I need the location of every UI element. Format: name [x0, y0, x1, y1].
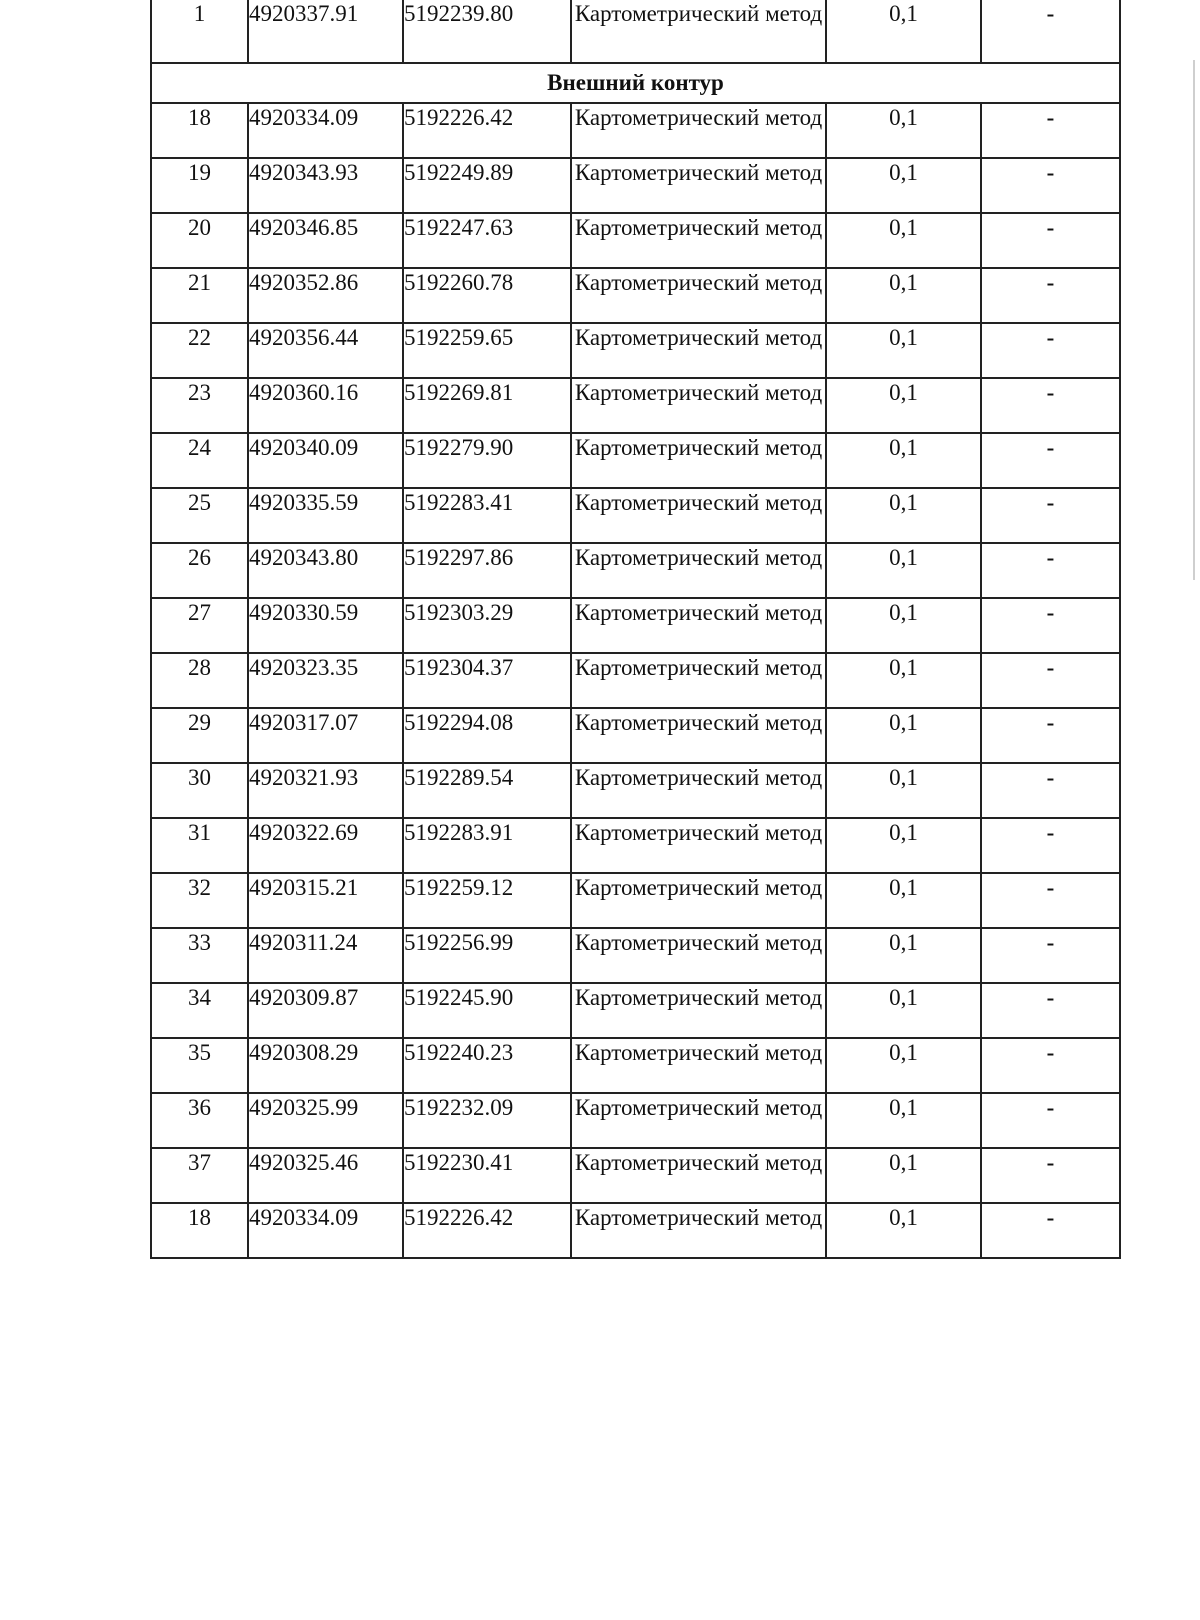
point-number-cell: 22	[151, 323, 248, 378]
point-number-cell: 24	[151, 433, 248, 488]
y-coordinate-cell: 5192226.42	[403, 1203, 571, 1258]
point-number-cell: 25	[151, 488, 248, 543]
table-row	[151, 103, 1120, 158]
point-number-cell: 37	[151, 1148, 248, 1203]
accuracy-cell: 0,1	[826, 928, 981, 983]
table-row	[151, 763, 1120, 818]
description-cell: -	[981, 158, 1120, 213]
y-coordinate-cell: 5192240.23	[403, 1038, 571, 1093]
method-cell: Картометрический метод	[571, 0, 826, 63]
method-cell: Картометрический метод	[571, 598, 826, 653]
method-cell: Картометрический метод	[571, 378, 826, 433]
description-cell: -	[981, 598, 1120, 653]
description-cell: -	[981, 1203, 1120, 1258]
point-number-cell: 32	[151, 873, 248, 928]
description-cell: -	[981, 1038, 1120, 1093]
point-number-cell: 27	[151, 598, 248, 653]
point-number-cell: 1	[151, 0, 248, 63]
description-cell: -	[981, 543, 1120, 598]
accuracy-cell: 0,1	[826, 708, 981, 763]
point-number-cell: 33	[151, 928, 248, 983]
x-coordinate-cell: 4920343.93	[248, 158, 403, 213]
table-row	[151, 323, 1120, 378]
y-coordinate-cell: 5192256.99	[403, 928, 571, 983]
x-coordinate-cell: 4920322.69	[248, 818, 403, 873]
x-coordinate-cell: 4920315.21	[248, 873, 403, 928]
point-number-cell: 29	[151, 708, 248, 763]
table-row	[151, 268, 1120, 323]
table-row	[151, 378, 1120, 433]
method-cell: Картометрический метод	[571, 488, 826, 543]
y-coordinate-cell: 5192259.12	[403, 873, 571, 928]
y-coordinate-cell: 5192260.78	[403, 268, 571, 323]
point-number-cell: 21	[151, 268, 248, 323]
method-cell: Картометрический метод	[571, 1093, 826, 1148]
method-cell: Картометрический метод	[571, 873, 826, 928]
accuracy-cell: 0,1	[826, 488, 981, 543]
y-coordinate-cell: 5192269.81	[403, 378, 571, 433]
accuracy-cell: 0,1	[826, 268, 981, 323]
coordinates-table-body	[151, 0, 1120, 1258]
accuracy-cell: 0,1	[826, 433, 981, 488]
accuracy-cell: 0,1	[826, 0, 981, 63]
description-cell: -	[981, 378, 1120, 433]
y-coordinate-cell: 5192230.41	[403, 1148, 571, 1203]
point-number-cell: 18	[151, 1203, 248, 1258]
accuracy-cell: 0,1	[826, 158, 981, 213]
point-number-cell: 36	[151, 1093, 248, 1148]
y-coordinate-cell: 5192245.90	[403, 983, 571, 1038]
accuracy-cell: 0,1	[826, 873, 981, 928]
description-cell: -	[981, 763, 1120, 818]
y-coordinate-cell: 5192279.90	[403, 433, 571, 488]
x-coordinate-cell: 4920321.93	[248, 763, 403, 818]
x-coordinate-cell: 4920325.46	[248, 1148, 403, 1203]
x-coordinate-cell: 4920356.44	[248, 323, 403, 378]
y-coordinate-cell: 5192297.86	[403, 543, 571, 598]
table-row	[151, 543, 1120, 598]
table-row	[151, 653, 1120, 708]
accuracy-cell: 0,1	[826, 983, 981, 1038]
method-cell: Картометрический метод	[571, 818, 826, 873]
method-cell: Картометрический метод	[571, 1203, 826, 1258]
accuracy-cell: 0,1	[826, 1038, 981, 1093]
accuracy-cell: 0,1	[826, 323, 981, 378]
accuracy-cell: 0,1	[826, 598, 981, 653]
method-cell: Картометрический метод	[571, 213, 826, 268]
x-coordinate-cell: 4920334.09	[248, 1203, 403, 1258]
x-coordinate-cell: 4920309.87	[248, 983, 403, 1038]
method-cell: Картометрический метод	[571, 983, 826, 1038]
description-cell: -	[981, 0, 1120, 63]
method-cell: Картометрический метод	[571, 543, 826, 598]
table-row	[151, 708, 1120, 763]
description-cell: -	[981, 323, 1120, 378]
method-cell: Картометрический метод	[571, 158, 826, 213]
table-row	[151, 158, 1120, 213]
accuracy-cell: 0,1	[826, 818, 981, 873]
x-coordinate-cell: 4920340.09	[248, 433, 403, 488]
table-row	[151, 1038, 1120, 1093]
y-coordinate-cell: 5192232.09	[403, 1093, 571, 1148]
accuracy-cell: 0,1	[826, 763, 981, 818]
description-cell: -	[981, 488, 1120, 543]
accuracy-cell: 0,1	[826, 378, 981, 433]
accuracy-cell: 0,1	[826, 1203, 981, 1258]
method-cell: Картометрический метод	[571, 268, 826, 323]
description-cell: -	[981, 928, 1120, 983]
y-coordinate-cell: 5192226.42	[403, 103, 571, 158]
description-cell: -	[981, 433, 1120, 488]
description-cell: -	[981, 653, 1120, 708]
point-number-cell: 34	[151, 983, 248, 1038]
description-cell: -	[981, 873, 1120, 928]
description-cell: -	[981, 1093, 1120, 1148]
accuracy-cell: 0,1	[826, 1093, 981, 1148]
accuracy-cell: 0,1	[826, 1148, 981, 1203]
y-coordinate-cell: 5192303.29	[403, 598, 571, 653]
table-row	[151, 213, 1120, 268]
coordinates-table	[150, 0, 1121, 1259]
x-coordinate-cell: 4920343.80	[248, 543, 403, 598]
accuracy-cell: 0,1	[826, 213, 981, 268]
table-row	[151, 873, 1120, 928]
table-row	[151, 0, 1120, 63]
x-coordinate-cell: 4920334.09	[248, 103, 403, 158]
accuracy-cell: 0,1	[826, 653, 981, 708]
y-coordinate-cell: 5192294.08	[403, 708, 571, 763]
description-cell: -	[981, 708, 1120, 763]
point-number-cell: 18	[151, 103, 248, 158]
description-cell: -	[981, 213, 1120, 268]
table-row	[151, 983, 1120, 1038]
table-row	[151, 928, 1120, 983]
x-coordinate-cell: 4920311.24	[248, 928, 403, 983]
point-number-cell: 28	[151, 653, 248, 708]
x-coordinate-cell: 4920330.59	[248, 598, 403, 653]
section-title: Внешний контур	[151, 63, 1120, 103]
table-row	[151, 818, 1120, 873]
point-number-cell: 35	[151, 1038, 248, 1093]
table-row	[151, 598, 1120, 653]
point-number-cell: 23	[151, 378, 248, 433]
method-cell: Картометрический метод	[571, 323, 826, 378]
y-coordinate-cell: 5192249.89	[403, 158, 571, 213]
point-number-cell: 31	[151, 818, 248, 873]
method-cell: Картометрический метод	[571, 433, 826, 488]
x-coordinate-cell: 4920337.91	[248, 0, 403, 63]
x-coordinate-cell: 4920308.29	[248, 1038, 403, 1093]
description-cell: -	[981, 1148, 1120, 1203]
accuracy-cell: 0,1	[826, 543, 981, 598]
x-coordinate-cell: 4920325.99	[248, 1093, 403, 1148]
method-cell: Картометрический метод	[571, 653, 826, 708]
x-coordinate-cell: 4920346.85	[248, 213, 403, 268]
table-row	[151, 1148, 1120, 1203]
table-row	[151, 488, 1120, 543]
table-row	[151, 1203, 1120, 1258]
x-coordinate-cell: 4920360.16	[248, 378, 403, 433]
x-coordinate-cell: 4920352.86	[248, 268, 403, 323]
description-cell: -	[981, 103, 1120, 158]
description-cell: -	[981, 983, 1120, 1038]
point-number-cell: 30	[151, 763, 248, 818]
method-cell: Картометрический метод	[571, 1148, 826, 1203]
method-cell: Картометрический метод	[571, 708, 826, 763]
y-coordinate-cell: 5192283.91	[403, 818, 571, 873]
point-number-cell: 19	[151, 158, 248, 213]
x-coordinate-cell: 4920323.35	[248, 653, 403, 708]
method-cell: Картометрический метод	[571, 103, 826, 158]
y-coordinate-cell: 5192304.37	[403, 653, 571, 708]
x-coordinate-cell: 4920335.59	[248, 488, 403, 543]
y-coordinate-cell: 5192289.54	[403, 763, 571, 818]
y-coordinate-cell: 5192247.63	[403, 213, 571, 268]
point-number-cell: 20	[151, 213, 248, 268]
point-number-cell: 26	[151, 543, 248, 598]
description-cell: -	[981, 818, 1120, 873]
table-row	[151, 433, 1120, 488]
method-cell: Картометрический метод	[571, 1038, 826, 1093]
y-coordinate-cell: 5192259.65	[403, 323, 571, 378]
section-header-row	[151, 63, 1120, 103]
description-cell: -	[981, 268, 1120, 323]
accuracy-cell: 0,1	[826, 103, 981, 158]
y-coordinate-cell: 5192239.80	[403, 0, 571, 63]
scan-page-edge	[1193, 60, 1195, 580]
method-cell: Картометрический метод	[571, 763, 826, 818]
method-cell: Картометрический метод	[571, 928, 826, 983]
table-row	[151, 1093, 1120, 1148]
x-coordinate-cell: 4920317.07	[248, 708, 403, 763]
y-coordinate-cell: 5192283.41	[403, 488, 571, 543]
